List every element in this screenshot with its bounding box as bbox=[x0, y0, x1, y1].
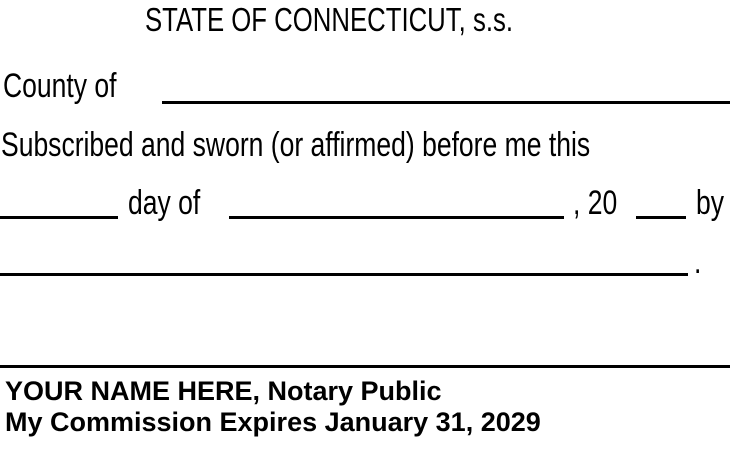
period-mark: . bbox=[694, 243, 702, 281]
name-blank-line[interactable] bbox=[0, 273, 688, 276]
signature-line[interactable] bbox=[0, 365, 730, 368]
year-prefix-label: , 20 bbox=[573, 184, 618, 222]
notary-name: YOUR NAME HERE, Notary Public bbox=[5, 376, 442, 406]
county-blank-line[interactable] bbox=[162, 101, 730, 104]
day-of-label: day of bbox=[128, 184, 201, 222]
day-blank-line[interactable] bbox=[0, 216, 118, 219]
county-label: County of bbox=[3, 67, 117, 105]
commission-expiration: My Commission Expires January 31, 2029 bbox=[5, 407, 541, 437]
by-label: by bbox=[696, 184, 725, 222]
subscribed-text: Subscribed and sworn (or affirmed) before me this bbox=[1, 126, 591, 164]
state-title: STATE OF CONNECTICUT, s.s. bbox=[145, 1, 513, 38]
month-blank-line[interactable] bbox=[229, 216, 564, 219]
year-blank-line[interactable] bbox=[636, 216, 686, 219]
